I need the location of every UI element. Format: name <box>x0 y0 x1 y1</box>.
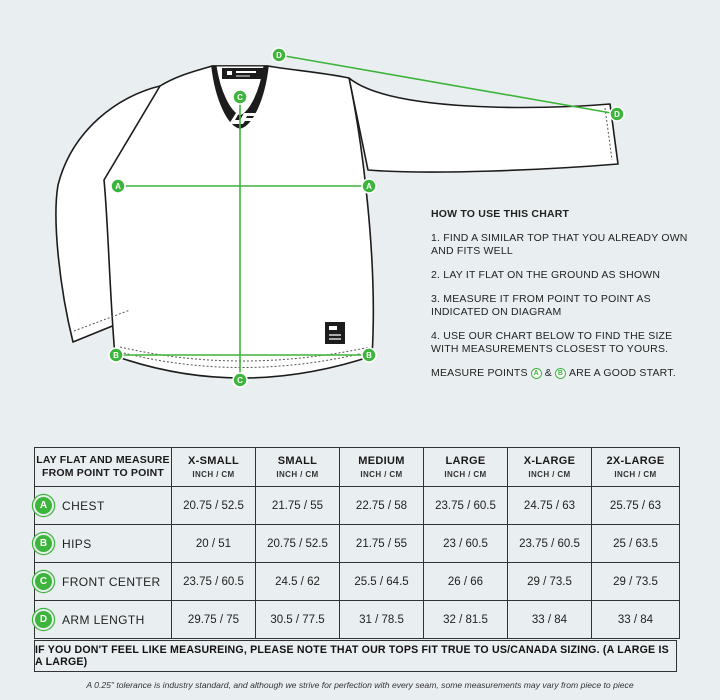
table-row-arm-length <box>35 601 680 639</box>
point-c-bottom-marker <box>233 373 247 387</box>
measure-prefix: MEASURE POINTS <box>431 367 528 379</box>
size-header-xs <box>172 448 256 487</box>
point-b-badge-icon: B <box>35 535 52 552</box>
size-chart-table <box>34 447 680 639</box>
table-cell: 30.5 / 77.5 <box>256 601 340 639</box>
size-header-s <box>256 448 340 487</box>
measurement-label: ARM LENGTH <box>62 612 145 627</box>
tolerance-disclaimer: A 0.25" tolerance is industry standard, and although we strive for perfection with every seam, some measurements may vary from piece to piece <box>86 680 634 690</box>
point-c-label: C <box>237 93 243 102</box>
point-b-label: B <box>366 351 372 360</box>
table-cell: 33 / 84 <box>592 601 680 639</box>
table-cell: 23.75 / 60.5 <box>424 487 508 525</box>
table-row-hips <box>35 525 680 563</box>
table-cell: 25 / 63.5 <box>592 525 680 563</box>
instruction-step: 3. MEASURE IT FROM POINT TO POINT AS INDICATED ON DIAGRAM <box>431 293 651 318</box>
table-cell: 29 / 73.5 <box>508 563 592 601</box>
size-name: X-LARGE <box>523 455 576 467</box>
size-header-2xl <box>592 448 680 487</box>
table-row-front-center <box>35 563 680 601</box>
point-a-label: A <box>115 182 121 191</box>
row-label-cell <box>35 487 172 525</box>
table-cell: 20.75 / 52.5 <box>256 525 340 563</box>
point-c-top-marker <box>233 90 247 104</box>
unit-label: INCH / CM <box>528 470 571 479</box>
unit-label: INCH / CM <box>444 470 487 479</box>
sizing-note: IF YOU DON'T FEEL LIKE MEASUREING, PLEASE NOTE THAT OUR TOPS FIT TRUE TO US/CANADA SIZING. (A LARGE IS A LARGE) <box>34 640 677 672</box>
unit-label: INCH / CM <box>276 470 319 479</box>
table-cell: 23.75 / 60.5 <box>508 525 592 563</box>
point-c-badge-icon: C <box>35 573 52 590</box>
instruction-step: 4. USE OUR CHART BELOW TO FIND THE SIZE WITH MEASUREMENTS CLOSEST TO YOURS. <box>431 330 673 355</box>
measure-points-hint <box>431 367 701 380</box>
point-a-label: A <box>366 182 372 191</box>
measurement-label: FRONT CENTER <box>62 574 161 589</box>
point-b-badge-icon: B <box>555 368 566 379</box>
table-cell: 21.75 / 55 <box>340 525 424 563</box>
size-name: MEDIUM <box>358 455 405 467</box>
row-label-cell <box>35 563 172 601</box>
table-cell: 24.5 / 62 <box>256 563 340 601</box>
table-cell: 21.75 / 55 <box>256 487 340 525</box>
size-header-l <box>424 448 508 487</box>
instruction-step: 1. FIND A SIMILAR TOP THAT YOU ALREADY OWN AND FITS WELL <box>431 232 688 257</box>
table-cell: 25.75 / 63 <box>592 487 680 525</box>
table-cell: 24.75 / 63 <box>508 487 592 525</box>
instruction-step: 2. LAY IT FLAT ON THE GROUND AS SHOWN <box>431 269 661 281</box>
table-cell: 29.75 / 75 <box>172 601 256 639</box>
point-c-label: C <box>237 376 243 385</box>
point-a-badge-icon: A <box>531 368 542 379</box>
row-label-cell <box>35 601 172 639</box>
size-name: 2X-LARGE <box>606 455 665 467</box>
row-label-cell <box>35 525 172 563</box>
table-cell: 20 / 51 <box>172 525 256 563</box>
size-name: SMALL <box>277 455 318 467</box>
corner-header: LAY FLAT AND MEASURE FROM POINT TO POINT <box>35 448 172 487</box>
size-header-xl <box>508 448 592 487</box>
table-cell: 32 / 81.5 <box>424 601 508 639</box>
table-header-row <box>35 448 680 487</box>
table-cell: 23.75 / 60.5 <box>172 563 256 601</box>
point-d-label: D <box>614 110 620 119</box>
size-name: LARGE <box>445 455 486 467</box>
point-a-badge-icon: A <box>35 497 52 514</box>
table-cell: 25.5 / 64.5 <box>340 563 424 601</box>
point-d-badge-icon: D <box>35 611 52 628</box>
table-cell: 33 / 84 <box>508 601 592 639</box>
instructions-panel <box>431 208 701 380</box>
neck-tag-icon <box>222 68 266 79</box>
hem-tag-icon <box>325 322 345 344</box>
point-a-left-marker <box>111 179 125 193</box>
point-a-right-marker <box>362 179 376 193</box>
table-cell: 31 / 78.5 <box>340 601 424 639</box>
size-name: X-SMALL <box>188 455 239 467</box>
table-cell: 26 / 66 <box>424 563 508 601</box>
point-d-cuff-marker <box>610 107 624 121</box>
point-b-left-marker <box>109 348 123 362</box>
point-b-right-marker <box>362 348 376 362</box>
instructions-title: HOW TO USE THIS CHART <box>431 208 570 220</box>
table-cell: 22.75 / 58 <box>340 487 424 525</box>
point-b-label: B <box>113 351 119 360</box>
table-cell: 23 / 60.5 <box>424 525 508 563</box>
table-row-chest <box>35 487 680 525</box>
point-d-shoulder-marker <box>272 48 286 62</box>
unit-label: INCH / CM <box>360 470 403 479</box>
measurement-label: HIPS <box>62 536 92 551</box>
table-cell: 20.75 / 52.5 <box>172 487 256 525</box>
table-cell: 29 / 73.5 <box>592 563 680 601</box>
point-d-label: D <box>276 51 282 60</box>
unit-label: INCH / CM <box>614 470 657 479</box>
measure-suffix: ARE A GOOD START. <box>568 367 676 379</box>
ampersand: & <box>544 367 552 379</box>
unit-label: INCH / CM <box>192 470 235 479</box>
measurement-label: CHEST <box>62 498 105 513</box>
size-header-m <box>340 448 424 487</box>
